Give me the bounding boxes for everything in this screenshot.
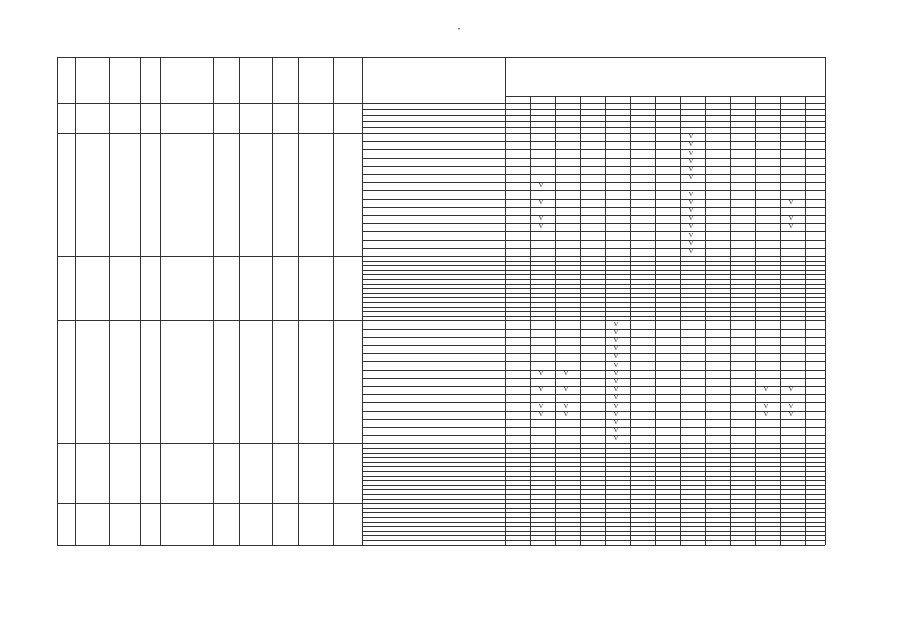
body-divider — [680, 133, 681, 256]
body-divider — [780, 443, 781, 503]
body-divider — [333, 256, 334, 320]
body-divider — [805, 443, 806, 503]
check-mark: V — [763, 402, 769, 410]
body-divider — [580, 503, 581, 544]
body-divider — [362, 503, 363, 544]
body-divider — [75, 133, 76, 256]
body-divider — [630, 133, 631, 256]
check-mark: V — [788, 386, 794, 394]
body-divider — [825, 103, 826, 133]
check-mark: V — [563, 369, 569, 377]
body-divider — [705, 503, 706, 544]
body-divider — [530, 133, 531, 256]
body-divider — [680, 443, 681, 503]
body-divider — [825, 503, 826, 544]
check-mark: V — [688, 223, 694, 231]
body-divider — [805, 320, 806, 443]
body-divider — [825, 320, 826, 443]
body-divider — [75, 103, 76, 133]
body-divider — [140, 320, 141, 443]
body-divider — [580, 443, 581, 503]
body-divider — [140, 103, 141, 133]
year-divider — [755, 96, 756, 103]
check-mark: V — [788, 198, 794, 206]
check-mark: V — [688, 215, 694, 223]
body-divider — [805, 103, 806, 133]
header-divider — [333, 57, 334, 103]
body-divider — [705, 256, 706, 320]
check-mark: V — [613, 361, 619, 369]
body-divider — [75, 320, 76, 443]
body-divider — [239, 133, 240, 256]
body-divider — [239, 256, 240, 320]
page-mark: • — [458, 27, 461, 33]
body-divider — [755, 503, 756, 544]
body-divider — [655, 133, 656, 256]
body-divider — [630, 503, 631, 544]
body-divider — [755, 320, 756, 443]
body-divider — [805, 503, 806, 544]
body-divider — [160, 133, 161, 256]
body-divider — [780, 256, 781, 320]
body-divider — [57, 503, 58, 544]
check-mark: V — [688, 165, 694, 173]
header-divider — [362, 57, 363, 103]
header-divider — [298, 57, 299, 103]
body-divider — [140, 443, 141, 503]
check-mark: V — [613, 345, 619, 353]
body-divider — [555, 503, 556, 544]
check-mark: V — [688, 157, 694, 165]
body-divider — [57, 103, 58, 133]
body-divider — [530, 256, 531, 320]
body-divider — [272, 133, 273, 256]
body-divider — [109, 133, 110, 256]
body-divider — [655, 443, 656, 503]
check-mark: V — [613, 377, 619, 385]
body-divider — [755, 443, 756, 503]
body-divider — [580, 103, 581, 133]
body-divider — [213, 443, 214, 503]
year-divider — [605, 96, 606, 103]
body-divider — [160, 503, 161, 544]
check-mark: V — [538, 182, 544, 190]
body-divider — [272, 256, 273, 320]
body-divider — [680, 503, 681, 544]
body-divider — [140, 133, 141, 256]
body-divider — [530, 103, 531, 133]
body-divider — [780, 503, 781, 544]
body-divider — [580, 256, 581, 320]
body-divider — [605, 256, 606, 320]
check-mark: V — [613, 320, 619, 328]
body-divider — [362, 320, 363, 443]
check-mark: V — [688, 141, 694, 149]
body-divider — [730, 103, 731, 133]
year-divider — [655, 96, 656, 103]
body-divider — [57, 320, 58, 443]
body-divider — [140, 256, 141, 320]
header-divider — [239, 57, 240, 103]
body-divider — [272, 103, 273, 133]
check-mark: V — [688, 174, 694, 182]
body-divider — [57, 133, 58, 256]
year-divider — [705, 96, 706, 103]
year-divider — [805, 96, 806, 103]
body-divider — [298, 133, 299, 256]
header-divider — [213, 57, 214, 103]
body-divider — [75, 443, 76, 503]
body-divider — [239, 103, 240, 133]
header-divider — [109, 57, 110, 103]
body-divider — [655, 320, 656, 443]
body-divider — [730, 320, 731, 443]
body-divider — [705, 103, 706, 133]
body-divider — [555, 256, 556, 320]
check-mark: V — [688, 133, 694, 141]
body-divider — [362, 443, 363, 503]
body-divider — [333, 443, 334, 503]
body-divider — [505, 503, 506, 544]
year-divider — [580, 96, 581, 103]
body-divider — [825, 256, 826, 320]
block-border — [57, 443, 825, 444]
body-divider — [505, 256, 506, 320]
body-divider — [160, 443, 161, 503]
block-border — [57, 256, 825, 257]
body-divider — [655, 103, 656, 133]
body-divider — [555, 443, 556, 503]
body-divider — [555, 133, 556, 256]
body-divider — [213, 133, 214, 256]
body-divider — [298, 320, 299, 443]
check-mark: V — [688, 149, 694, 157]
body-divider — [75, 256, 76, 320]
check-mark: V — [613, 410, 619, 418]
body-divider — [755, 256, 756, 320]
body-divider — [730, 256, 731, 320]
body-divider — [580, 320, 581, 443]
check-mark: V — [788, 223, 794, 231]
check-mark: V — [788, 410, 794, 418]
check-mark: V — [613, 435, 619, 443]
body-divider — [630, 320, 631, 443]
body-divider — [333, 503, 334, 544]
body-divider — [272, 503, 273, 544]
body-divider — [705, 443, 706, 503]
body-divider — [109, 103, 110, 133]
block-border — [57, 133, 825, 134]
check-mark: V — [538, 369, 544, 377]
check-mark: V — [563, 402, 569, 410]
body-divider — [630, 256, 631, 320]
body-divider — [75, 503, 76, 544]
body-divider — [272, 443, 273, 503]
body-divider — [730, 503, 731, 544]
body-divider — [555, 103, 556, 133]
body-divider — [705, 133, 706, 256]
body-divider — [213, 103, 214, 133]
body-divider — [605, 443, 606, 503]
body-divider — [140, 503, 141, 544]
check-mark: V — [688, 206, 694, 214]
check-mark: V — [688, 190, 694, 198]
body-divider — [605, 320, 606, 443]
body-divider — [298, 256, 299, 320]
body-divider — [530, 320, 531, 443]
check-mark: V — [788, 402, 794, 410]
body-divider — [109, 503, 110, 544]
body-divider — [505, 320, 506, 443]
body-divider — [298, 443, 299, 503]
check-mark: V — [538, 223, 544, 231]
body-divider — [605, 133, 606, 256]
check-mark: V — [613, 427, 619, 435]
header-divider — [505, 57, 506, 103]
header-bottom-border — [57, 103, 825, 104]
check-mark: V — [563, 410, 569, 418]
check-mark: V — [538, 410, 544, 418]
body-divider — [530, 503, 531, 544]
block-border — [57, 503, 825, 504]
check-mark: V — [613, 328, 619, 336]
body-divider — [109, 320, 110, 443]
body-divider — [160, 320, 161, 443]
check-mark: V — [613, 336, 619, 344]
body-divider — [680, 256, 681, 320]
table-right-border — [825, 57, 826, 103]
body-divider — [730, 443, 731, 503]
body-divider — [213, 503, 214, 544]
check-mark: V — [538, 402, 544, 410]
header-divider — [272, 57, 273, 103]
header-divider — [140, 57, 141, 103]
body-divider — [605, 503, 606, 544]
body-divider — [57, 256, 58, 320]
body-divider — [805, 256, 806, 320]
body-divider — [805, 133, 806, 256]
check-mark: V — [788, 215, 794, 223]
check-mark: V — [613, 418, 619, 426]
check-mark: V — [613, 386, 619, 394]
check-mark: V — [763, 410, 769, 418]
body-divider — [239, 320, 240, 443]
body-divider — [333, 103, 334, 133]
body-divider — [705, 320, 706, 443]
body-divider — [239, 503, 240, 544]
year-row-top — [505, 96, 825, 97]
check-mark: V — [688, 231, 694, 239]
body-divider — [362, 103, 363, 133]
check-mark: V — [688, 239, 694, 247]
body-divider — [825, 133, 826, 256]
header-divider — [160, 57, 161, 103]
block-border — [57, 545, 825, 546]
body-divider — [555, 320, 556, 443]
year-divider — [530, 96, 531, 103]
body-divider — [298, 503, 299, 544]
check-mark: V — [763, 386, 769, 394]
check-mark: V — [613, 353, 619, 361]
table-top-border — [57, 57, 825, 58]
body-divider — [605, 103, 606, 133]
check-mark: V — [613, 394, 619, 402]
body-divider — [333, 320, 334, 443]
check-mark: V — [688, 198, 694, 206]
body-divider — [505, 443, 506, 503]
body-divider — [780, 103, 781, 133]
year-divider — [630, 96, 631, 103]
body-divider — [680, 320, 681, 443]
body-divider — [333, 133, 334, 256]
check-mark: V — [688, 247, 694, 255]
check-mark: V — [613, 402, 619, 410]
body-divider — [272, 320, 273, 443]
body-divider — [239, 443, 240, 503]
body-divider — [505, 133, 506, 256]
body-divider — [730, 133, 731, 256]
body-divider — [655, 503, 656, 544]
body-divider — [780, 133, 781, 256]
body-divider — [109, 443, 110, 503]
body-divider — [160, 256, 161, 320]
body-divider — [298, 103, 299, 133]
body-divider — [655, 256, 656, 320]
body-divider — [630, 443, 631, 503]
check-mark: V — [613, 369, 619, 377]
body-divider — [580, 133, 581, 256]
body-divider — [213, 320, 214, 443]
body-divider — [680, 103, 681, 133]
year-divider — [680, 96, 681, 103]
body-divider — [505, 103, 506, 133]
body-divider — [755, 103, 756, 133]
check-mark: V — [538, 198, 544, 206]
year-divider — [730, 96, 731, 103]
header-divider — [57, 57, 58, 103]
header-divider — [75, 57, 76, 103]
body-divider — [755, 133, 756, 256]
body-divider — [213, 256, 214, 320]
block-border — [57, 320, 825, 321]
body-divider — [109, 256, 110, 320]
body-divider — [825, 443, 826, 503]
check-mark: V — [538, 215, 544, 223]
year-divider — [780, 96, 781, 103]
body-divider — [530, 443, 531, 503]
check-mark: V — [563, 386, 569, 394]
check-mark: V — [538, 386, 544, 394]
body-divider — [160, 103, 161, 133]
body-divider — [780, 320, 781, 443]
body-divider — [57, 443, 58, 503]
body-divider — [630, 103, 631, 133]
year-divider — [555, 96, 556, 103]
body-divider — [362, 133, 363, 256]
body-divider — [362, 256, 363, 320]
